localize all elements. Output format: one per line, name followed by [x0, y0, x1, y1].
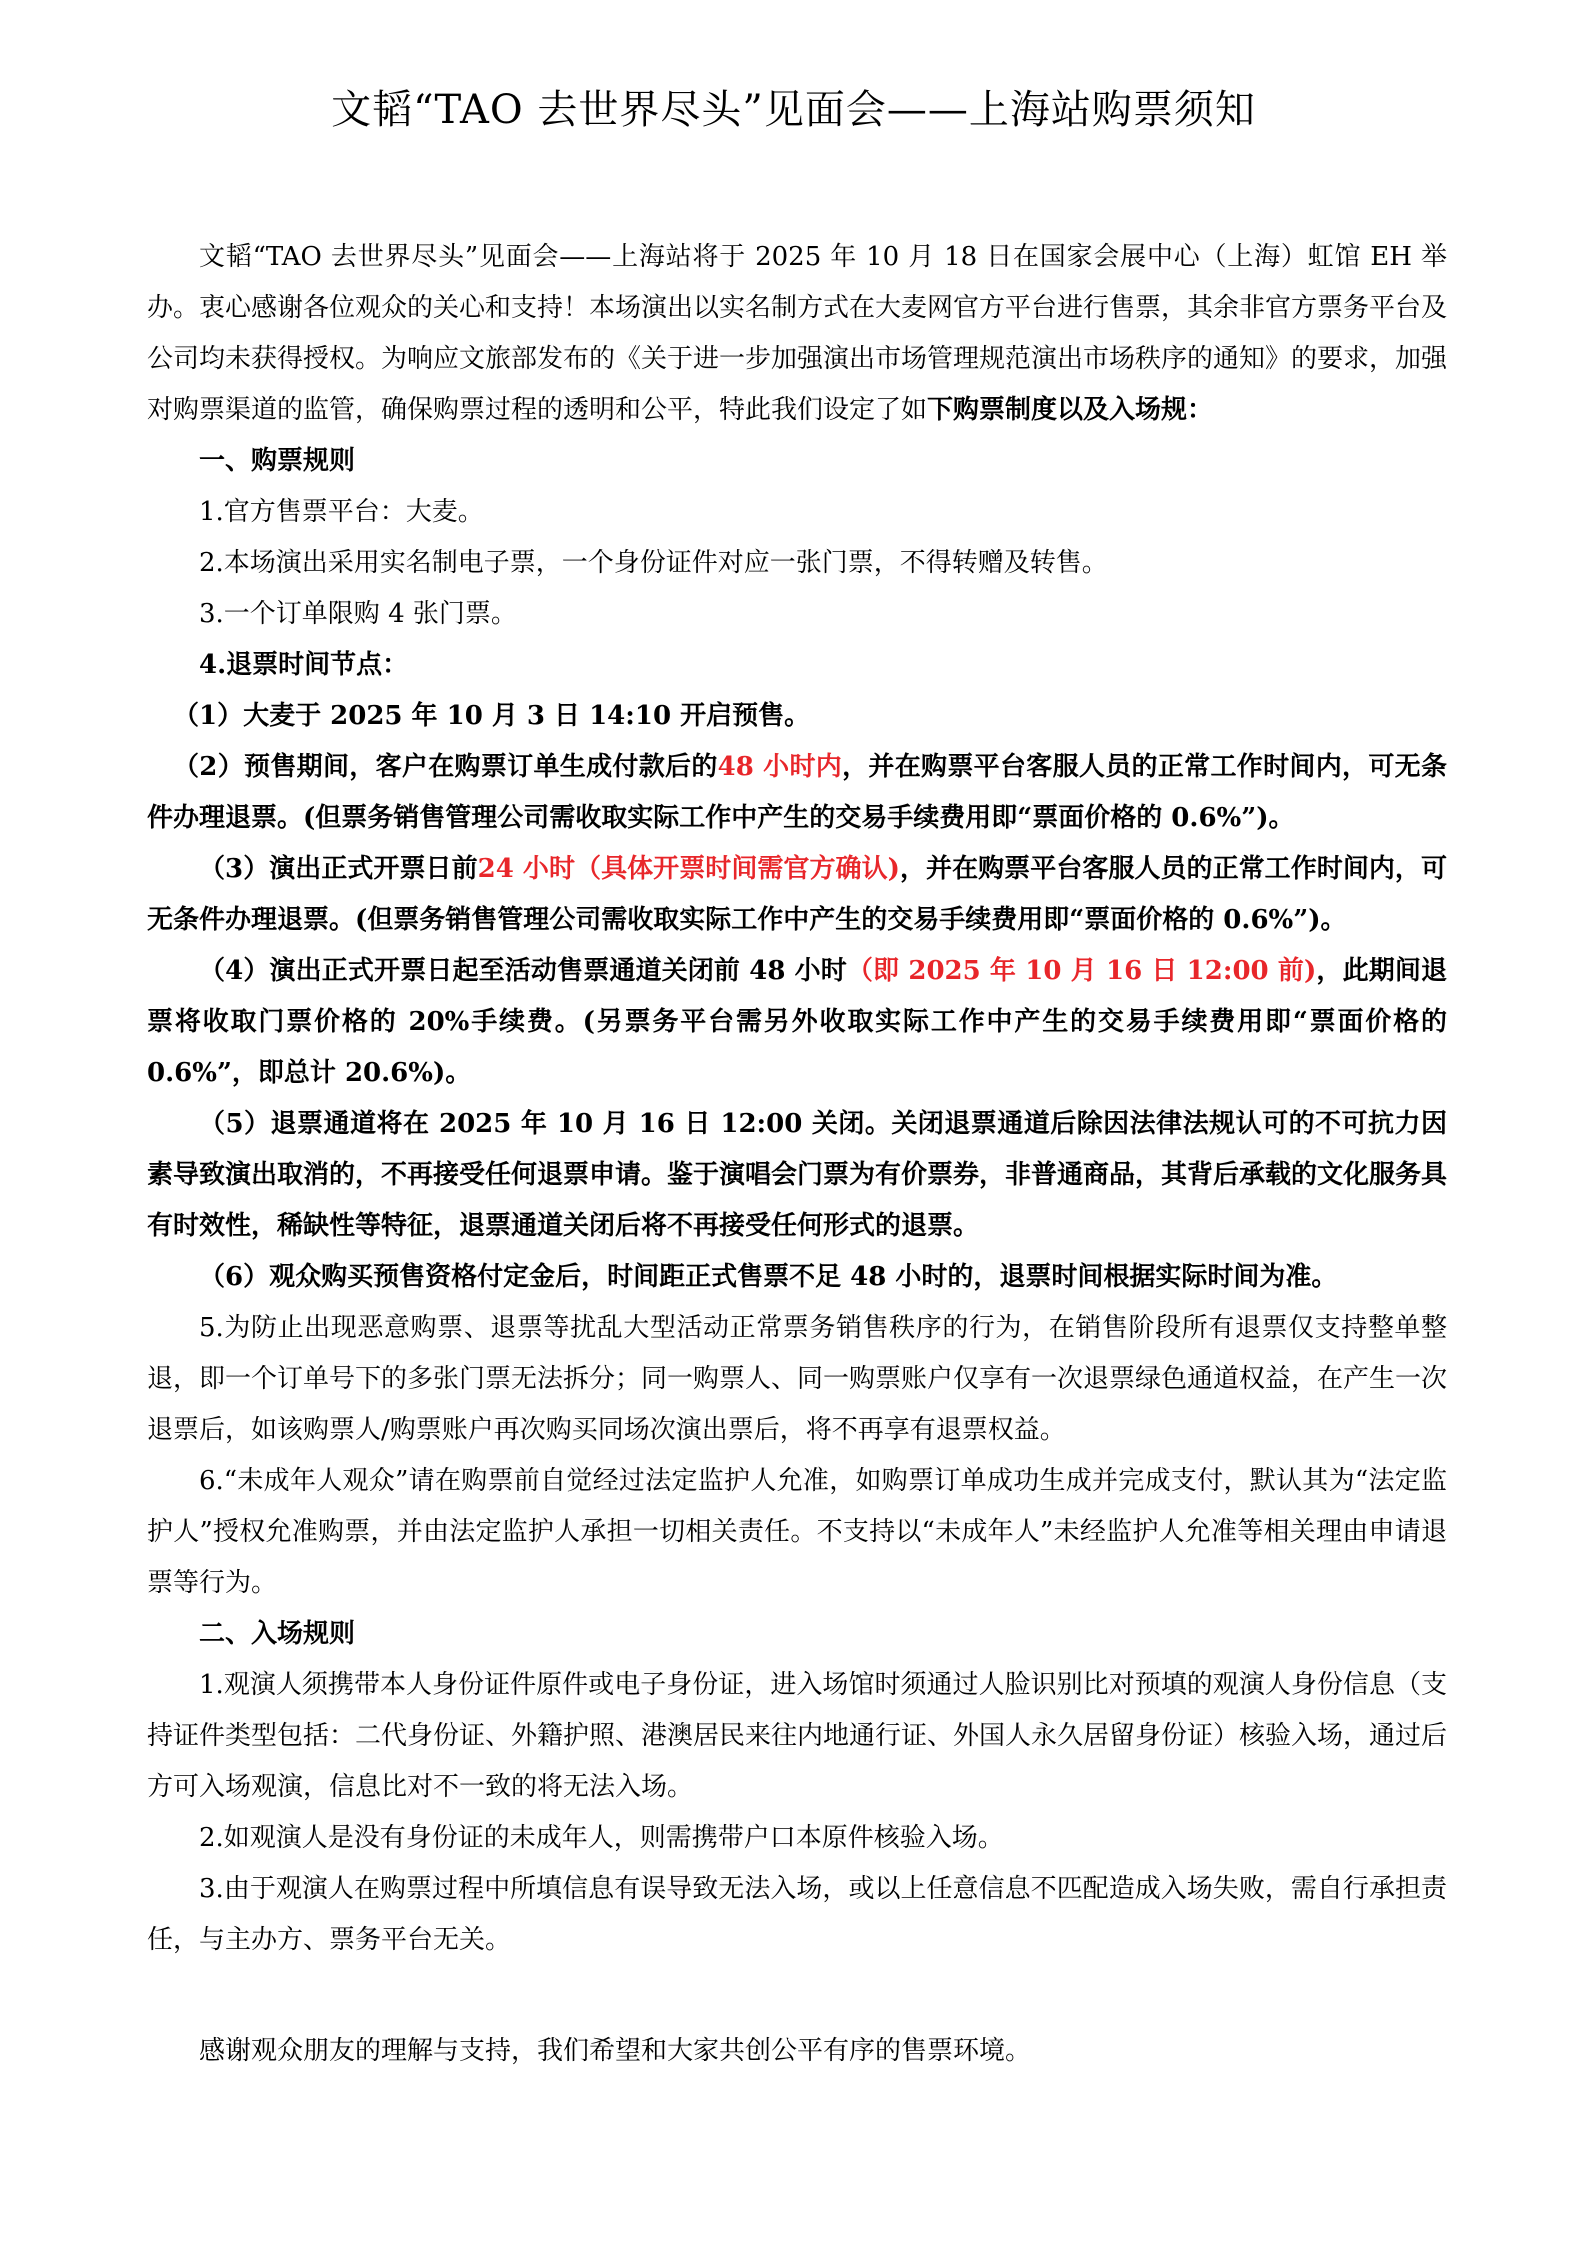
document-title: 文韬“TAO 去世界尽头”见面会——上海站购票须知 [331, 87, 1256, 133]
refund-item-5: （5）退票通道将在 2025 年 10 月 16 日 12:00 关闭。关闭退票通道后除因法律法规认可的不可抗力因素导致演出取消的，不再接受任何退票申请。鉴于演唱会门票为有价票券，非普通商品，其背后承载的文化服务具有时效性，稀缺性等特征，退票通道关闭后将不再接受任何形式的退票。 [147, 1109, 1448, 1241]
refund-item-3-text-a: （3）演出正式开票日前 [199, 854, 478, 884]
intro-paragraph [147, 232, 1447, 436]
closing-paragraph: 感谢观众朋友的理解与支持，我们希望和大家共创公平有序的售票环境。 [199, 2036, 1032, 2066]
refund-item-2-highlight: 48 小时内 [717, 752, 843, 782]
rule-4-heading: 4.退票时间节点： [199, 650, 409, 680]
refund-item-2-text-a: （2）预售期间，客户在购票订单生成付款后的 [173, 752, 718, 782]
refund-item-3-text-b: ，并在购票平台客服人员的正常工作时间内，可无条件办理退票。(但票务销售管理公司需收取实际工作中产生的交易手续费用即“票面价格的 0.6%”)。 [147, 854, 1447, 935]
refund-item-4-highlight: （即 2025 年 10 月 16 日 12:00 前) [846, 956, 1317, 986]
rule-2: 2.本场演出采用实名制电子票，一个身份证件对应一张门票，不得转赠及转售。 [199, 548, 1108, 578]
refund-item-3-highlight: 24 小时（具体开票时间需官方确认) [477, 854, 900, 884]
refund-item-3 [147, 844, 1447, 946]
spacer [147, 1966, 1447, 2026]
entry-rule-3: 3.由于观演人在购票过程中所填信息有误导致无法入场，或以上任意信息不匹配造成入场失败，需自行承担责任，与主办方、票务平台无关。 [147, 1874, 1447, 1955]
refund-item-4-text-b: ，此期间退票将收取门票价格的 20%手续费。(另票务平台需另外收取实际工作中产生的交易手续费用即“票面价格的 0.6%”，即总计 20.6%)。 [147, 956, 1447, 1088]
section-heading-ticketing: 一、购票规则 [199, 446, 356, 476]
intro-bold-text: 下购票制度以及入场规： [927, 395, 1214, 425]
rule-3: 3.一个订单限购 4 张门票。 [199, 599, 517, 629]
rule-5: 5.为防止出现恶意购票、退票等扰乱大型活动正常票务销售秩序的行为，在销售阶段所有退票仅支持整单整退，即一个订单号下的多张门票无法拆分；同一购票人、同一购票账户仅享有一次退票绿色通道权益，在产生一次退票后，如该购票人/购票账户再次购买同场次演出票后，将不再享有退票权益。 [147, 1313, 1448, 1445]
refund-item-2 [147, 742, 1447, 844]
refund-item-4-text-a: （4）演出正式开票日起至活动售票通道关闭前 48 小时 [199, 956, 847, 986]
refund-item-2-text-b: ，并在购票平台客服人员的正常工作时间内，可无条件办理退票。(但票务销售管理公司需收取实际工作中产生的交易手续费用即“票面价格的 0.6%”)。 [147, 752, 1447, 833]
entry-rule-2: 2.如观演人是没有身份证的未成年人，则需携带户口本原件核验入场。 [199, 1823, 1004, 1853]
section-heading-entry: 二、入场规则 [199, 1619, 356, 1649]
intro-text: 文韬“TAO 去世界尽头”见面会——上海站将于 2025 年 10 月 18 日在国家会展中心（上海）虹馆 EH 举办。衷心感谢各位观众的关心和支持！本场演出以实名制方式在大麦网官方平台进行售票，其余非官方票务平台及公司均未获得授权。为响应文旅部发布的《关于进一步加强演出市场管理规范演出市场秩序的通知》的要求，加强对购票渠道的监管，确保购票过程的透明和公平，特此我们设定了如 [147, 242, 1448, 425]
entry-rule-1: 1.观演人须携带本人身份证件原件或电子身份证，进入场馆时须通过人脸识别比对预填的观演人身份信息（支持证件类型包括：二代身份证、外籍护照、港澳居民来往内地通行证、外国人永久居留身份证）核验入场，通过后方可入场观演，信息比对不一致的将无法入场。 [147, 1670, 1448, 1802]
refund-item-1: （1）大麦于 2025 年 10 月 3 日 14:10 开启预售。 [173, 701, 811, 731]
rule-1: 1.官方售票平台：大麦。 [199, 497, 484, 527]
refund-item-6: （6）观众购买预售资格付定金后，时间距正式售票不足 48 小时的，退票时间根据实际时间为准。 [199, 1262, 1338, 1292]
document-body [147, 232, 1447, 2077]
refund-item-4 [147, 946, 1447, 1099]
rule-6: 6.“未成年人观众”请在购票前自觉经过法定监护人允准，如购票订单成功生成并完成支付，默认其为“法定监护人”授权允准购票，并由法定监护人承担一切相关责任。不支持以“未成年人”未经监护人允准等相关理由申请退票等行为。 [147, 1466, 1447, 1598]
